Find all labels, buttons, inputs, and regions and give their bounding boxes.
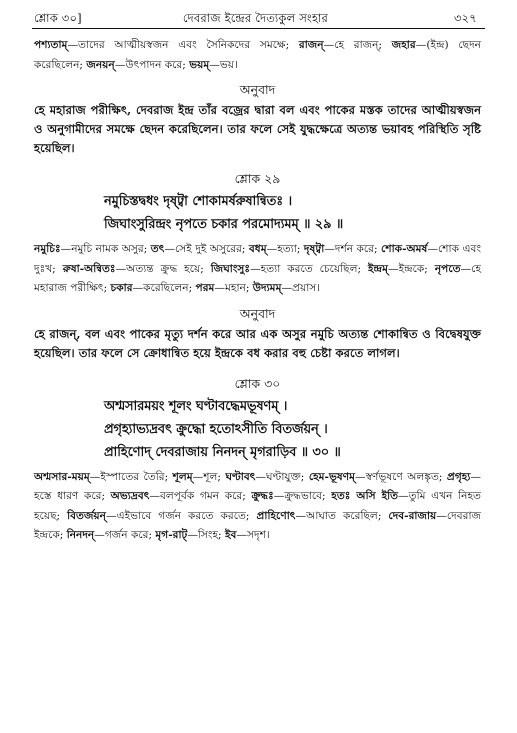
sanskrit-word: জনয়ন্: [86, 58, 115, 71]
sanskrit-word: শূলম্: [172, 470, 193, 483]
verse-30-text: [34, 395, 481, 464]
word-meaning: —হত্যা করতে চেয়েছিল;: [250, 262, 368, 275]
word-meaning: —সিংহ;: [187, 529, 225, 541]
word-meaning: —করেছিলেন;: [132, 282, 196, 294]
sanskrit-word: ইন্দ্রম্: [368, 262, 388, 275]
page-header: [34, 8, 477, 30]
word-meaning: —স্বর্ণভূষণে অলঙ্কৃত;: [354, 470, 447, 483]
word-meaning: —গর্জন করে;: [94, 529, 156, 541]
word-meaning: —নমুচি নামক অসুর;: [60, 243, 151, 255]
word-meaning: —তুমি এখন নিহত হয়েছ;: [34, 490, 482, 522]
word-meaning: —শূল;: [192, 470, 226, 483]
sanskrit-word: দৃষ্ট্বা: [303, 243, 325, 255]
word-meaning: —মহান;: [214, 282, 253, 294]
sanskrit-word: হতঃ অসি ইতি: [331, 490, 399, 502]
translation-heading: অনুবাদ: [239, 305, 276, 321]
sanskrit-word: ইব: [225, 529, 237, 541]
word-meaning: —ক্রুদ্ধভাবে;: [273, 490, 332, 502]
word-meaning: —হস্তে ধারণ করে;: [34, 470, 481, 502]
word-meaning: —এইভাবে গর্জন করতে করতে;: [105, 509, 257, 522]
sanskrit-word: নমুচিঃ: [34, 243, 61, 255]
header-divider: [32, 28, 485, 29]
sanskrit-word: নৃপতে: [434, 262, 461, 275]
verse-30-heading: শ্লোক ৩০: [234, 375, 281, 391]
page-number: ৩২৭: [453, 11, 477, 25]
word-meaning: —আঘাত করেছিল;: [295, 509, 389, 522]
word-meaning: —ঘণ্টাযুক্ত;: [255, 470, 309, 483]
sanskrit-word: হেম-ভূষণম্: [308, 470, 355, 483]
word-meaning: —সেই দুই অসুরের;: [164, 243, 249, 255]
sanskrit-word: রাজন্: [298, 39, 324, 51]
word-meaning: —তাদের আত্মীয়স্বজন এবং সৈনিকদের সমক্ষে;: [67, 39, 299, 51]
sanskrit-word: নিনদন্: [66, 529, 95, 541]
verse-line: জিঘাংসুরিন্দ্রং নৃপতে চকার পরমোদ্যমম্ ॥ ২৯ ॥: [104, 217, 344, 232]
chapter-title: দেবরাজ ইন্দ্রের দৈত্যকুল সংহার: [182, 11, 329, 25]
word-meanings-top: [34, 36, 481, 75]
sanskrit-word: জহার: [391, 39, 416, 51]
sanskrit-word: ক্রুদ্ধঃ: [251, 490, 274, 502]
sanskrit-word: ভয়ম্: [189, 58, 210, 71]
sanskrit-word: তৎ: [150, 243, 165, 255]
word-meaning: —হত্যা;: [266, 243, 304, 255]
verse-line: নমুচিস্তদ্বধং দৃষ্ট্বা শোকামর্ষরুষান্বিতঃ ।: [104, 194, 293, 209]
verse-29-heading: শ্লোক ২৯: [234, 171, 281, 186]
word-meaning: —সদৃশ।: [236, 529, 270, 541]
verse-line: প্রাহিণোদ্ দেবরাজায় নিনদন্ মৃগরাড়িব ॥ ৩০ ॥: [104, 444, 341, 460]
word-meaning: —অত্যন্ত ক্রুদ্ধ হয়ে;: [115, 262, 211, 275]
page-body: [34, 36, 481, 546]
sanskrit-word: রুষা-অন্বিতঃ: [62, 262, 116, 275]
word-meaning: —ইন্দ্রকে;: [387, 262, 435, 275]
sanskrit-word: পরম: [195, 282, 215, 294]
word-meaning: —উৎপাদন করে;: [114, 58, 190, 71]
word-meaning: —হে মহারাজ পরীক্ষিৎ;: [34, 262, 482, 294]
sanskrit-word: দেব-রাজায়: [388, 509, 437, 522]
word-meaning: —দর্শন করে;: [324, 243, 382, 255]
sanskrit-word: পশ্যতাম্: [34, 39, 68, 51]
verse-29-text: [34, 190, 481, 236]
word-meaning: —প্রয়াস।: [281, 282, 321, 294]
sanskrit-word: উদ্যমম্: [252, 282, 282, 294]
verse-reference: শ্লোক ৩০]: [34, 11, 82, 25]
sanskrit-word: অভ্যদ্রবৎ: [110, 490, 150, 502]
word-meaning: —(ইন্দ্র) ছেদন করেছিলেন;: [34, 39, 481, 71]
sanskrit-word: অশ্মসার-ময়ম্: [34, 470, 90, 483]
sanskrit-word: জিঘাংসুঃ: [210, 262, 251, 275]
word-meaning: —দেবরাজ ইন্দ্রকে;: [34, 509, 481, 541]
word-meaning: —হে রাজন্;: [323, 39, 392, 51]
translation-heading: অনুবাদ: [239, 82, 276, 97]
word-meaning: —বলপূর্বক গমন করে;: [149, 490, 252, 502]
sanskrit-word: প্রগৃহ্য: [446, 470, 471, 483]
verse-line: প্রগৃহ্যাভ্যদ্রবৎ ক্রুদ্ধো হতোঽসীতি বিতর্জয়ন্ ।: [104, 421, 328, 437]
word-meaning: —শোক এবং দুঃখ;: [34, 243, 482, 275]
sanskrit-word: শোক-অমর্ষ: [381, 243, 428, 255]
sanskrit-word: ঘণ্টাবৎ: [225, 470, 256, 483]
word-meaning: —ইস্পাতের তৈরি;: [89, 470, 173, 483]
sanskrit-word: চকার: [110, 282, 133, 294]
translation-paragraph: হে রাজন্, বল এবং পাকের মৃত্যু দর্শন করে আর এক অসুর নমুচি অত্যন্ত শোকান্বিত ও বিদ্বেষযুক্ত হয়েছিল। তার ফলে সে ক্রোধান্বিত হয়ে ইন্দ্রকে বধ করার বহু চেষ্টা করতে লাগল।: [34, 326, 481, 360]
sanskrit-word: বধম্: [248, 243, 267, 255]
word-meaning: —ভয়।: [209, 58, 238, 71]
word-meanings-29: [34, 240, 481, 299]
sanskrit-word: মৃগ-রাট্: [155, 529, 188, 541]
sanskrit-word: প্রাহিণোৎ: [256, 509, 296, 522]
word-meanings-30: [34, 468, 481, 546]
translation-paragraph: হে মহারাজ পরীক্ষিৎ, দেবরাজ ইন্দ্র তাঁর বজ্রের দ্বারা বল এবং পাকের মস্তক তাদের আত্মীয়স্বজন ও অনুগামীদের সমক্ষে ছেদন করেছিলেন। তার ফলে সেই যুদ্ধক্ষেত্রে অত্যন্ত ভয়াবহ পরিস্থিতি সৃষ্টি হয়েছিল।: [34, 103, 481, 155]
verse-line: অশ্মসারময়ং শূলং ঘণ্টাবদ্ধেমভূষণম্ ।: [104, 398, 288, 414]
sanskrit-word: বিতর্জয়ন্: [67, 509, 106, 522]
